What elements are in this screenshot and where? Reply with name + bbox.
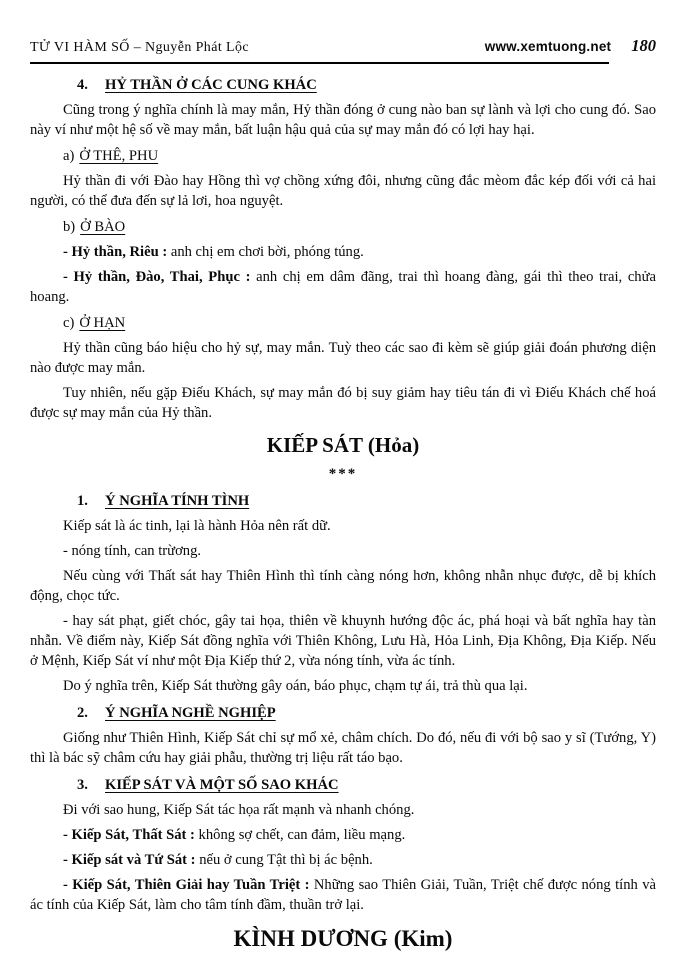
list-item-desc: không sợ chết, can đảm, liều mạng.	[194, 827, 406, 843]
section-title: KIẾP SÁT VÀ MỘT SỐ SAO KHÁC	[105, 777, 339, 793]
sub-heading-title: Ở BÀO	[80, 219, 126, 235]
paragraph-tinh-tinh-5: Do ý nghĩa trên, Kiếp Sát thường gây oán, báo phục, chạm tự ái, trả thù qua lại.	[63, 678, 528, 694]
list-item-term: - Hỷ thần, Đào, Thai, Phục :	[63, 269, 251, 285]
list-item-dao-thai-phuc	[30, 267, 656, 307]
section-number: 1.	[77, 493, 88, 509]
section-heading-nghe-nghiep	[77, 703, 656, 723]
list-item-desc: nếu ở cung Tật thì bị ác bệnh.	[195, 852, 373, 868]
list-item-desc: anh chị em dâm đãng, trai thì hoang đàng, gái thì theo trai, chửa hoang.	[30, 269, 656, 305]
page-header	[30, 36, 656, 58]
paragraph-sao-khac: Đi với sao hung, Kiếp Sát tác họa rất mạnh và nhanh chóng.	[63, 802, 415, 818]
section-title: HỶ THẦN Ở CÁC CUNG KHÁC	[105, 77, 317, 93]
list-item-term: - Hỷ thần, Riêu :	[63, 244, 168, 260]
page-number: 180	[631, 36, 656, 55]
list-item-desc: Những sao Thiên Giải, Tuần, Triệt chế được nóng tính và ác tính của Kiếp Sát, làm cho tâm tính đầm, thuần trở lại.	[30, 877, 656, 913]
section-title: Ý NGHĨA TÍNH TÌNH	[105, 493, 250, 509]
list-item-that-sat	[30, 825, 656, 845]
section-heading-hy-than	[77, 75, 656, 95]
list-item-desc: anh chị em chơi bời, phóng túng.	[167, 244, 364, 260]
sub-heading-title: Ở HẠN	[79, 315, 126, 331]
paragraph-han-2: Tuy nhiên, nếu gặp Điếu Khách, sự may mắn đó bị suy giảm hay tiêu tán đi vì Điếu Khách chế hoá được sự may mắn của Hỷ thần.	[30, 385, 656, 421]
section-number: 2.	[77, 705, 88, 721]
paragraph-tinh-tinh-1: Kiếp sát là ác tinh, lại là hành Hỏa nên rất dữ.	[63, 518, 331, 534]
list-item-term: - Kiếp Sát, Thất Sát :	[63, 827, 195, 843]
sub-heading-prefix: b)	[63, 219, 76, 235]
sub-heading-the-phu	[63, 146, 656, 166]
sub-heading-prefix: a)	[63, 148, 75, 164]
paragraph-han-1: Hỷ thần cũng báo hiệu cho hỷ sự, may mắn. Tuỳ theo các sao đi kèm sẽ giúp giải đoán phương diện nào được may mắn.	[30, 340, 656, 376]
header-divider	[30, 62, 609, 64]
header-right	[485, 36, 656, 57]
sub-heading-bao	[63, 217, 656, 237]
paragraph-tinh-tinh-2: - nóng tính, can trừơng.	[63, 543, 202, 559]
paragraph-intro: Cũng trong ý nghĩa chính là may mắn, Hỷ thần đóng ở cung nào ban sự lành và lợi cho cung đó. Sao này ví như một hệ số về may mắn, bất luận hậu quả của sự may mắn đó có lợi hay hại.	[30, 102, 656, 138]
book-title: TỬ VI HÀM SỐ – Nguyễn Phát Lộc	[30, 40, 249, 55]
paragraph-tinh-tinh-4: - hay sát phạt, giết chóc, gây tai họa, thiên về khuynh hướng độc ác, phá hoại và bất nghĩa hay tàn nhẫn. Về điểm này, Kiếp Sát đồng nghĩa với Thiên Không, Lưu Hà, Hỏa Linh, Địa Không, Địa Kiếp. Nếu ở Mệnh, Kiếp Sát ví như một Địa Kiếp thứ 2, vừa nóng tính, vừa ác tính.	[30, 613, 656, 669]
section-number: 3.	[77, 777, 88, 793]
sub-heading-han	[63, 313, 656, 333]
list-item-term: - Kiếp Sát, Thiên Giải hay Tuần Triệt :	[63, 877, 310, 893]
chapter-title-kiep-sat: KIẾP SÁT (Hỏa)	[266, 433, 420, 457]
section-title: Ý NGHĨA NGHỀ NGHIỆP	[105, 705, 276, 721]
website-url: www.xemtuong.net	[484, 39, 612, 54]
sub-heading-title: Ở THÊ, PHU	[79, 148, 159, 164]
section-heading-sao-khac	[77, 775, 656, 795]
sub-heading-prefix: c)	[63, 315, 75, 331]
section-heading-tinh-tinh	[77, 491, 656, 511]
paragraph-nghe-nghiep: Giống như Thiên Hình, Kiếp Sát chỉ sự mổ xẻ, châm chích. Do đó, nếu đi với bộ sao y sĩ (Tướng, Y) thì là bác sỹ châm cứu hay giải phẫu, thường trị liệu rất táo bạo.	[30, 730, 656, 766]
stars-separator: ***	[328, 466, 358, 482]
paragraph-tinh-tinh-3: Nếu cùng với Thất sát hay Thiên Hình thì tính càng nóng hơn, không nhẫn nhục được, dễ bị khích động, chọc tức.	[30, 568, 656, 604]
list-item-thien-giai	[30, 875, 656, 915]
list-item-rieu	[30, 242, 656, 262]
list-item-term: - Kiếp sát và Tứ Sát :	[63, 852, 196, 868]
list-item-tu-sat	[30, 850, 656, 870]
chapter-title-kinh-duong: KÌNH DƯƠNG (Kim)	[233, 926, 453, 951]
paragraph-the-phu: Hỷ thần đi với Đào hay Hồng thì vợ chồng xứng đôi, nhưng cũng đắc mèom đắc kép đối với cả hai người, có thể đưa đến sự lả lơi, hoa nguyệt.	[30, 173, 656, 209]
section-number: 4.	[77, 77, 88, 93]
